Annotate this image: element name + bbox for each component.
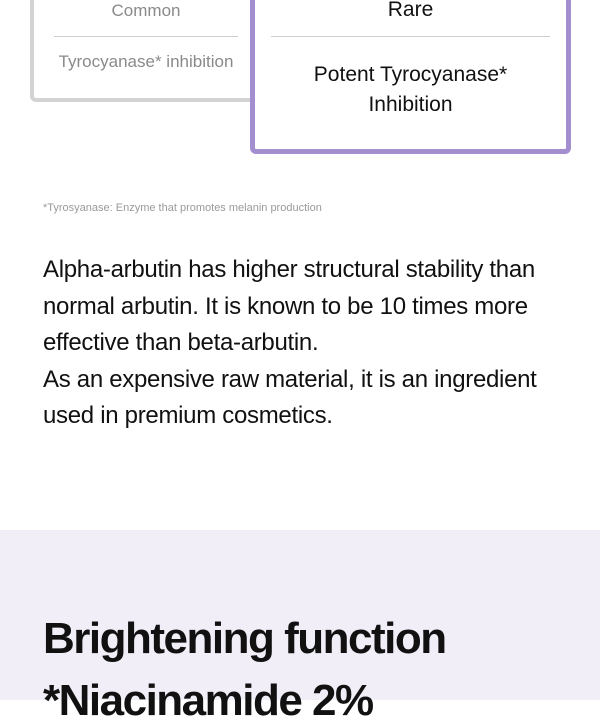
description-text (43, 252, 588, 435)
card-divider (54, 36, 238, 37)
availability-common-label: Common (111, 1, 181, 20)
comparison-card-alpha-arbutin (250, 0, 571, 154)
section-subtitle: *Niacinamide 2% (43, 676, 373, 725)
inhibition-potent-label (255, 60, 566, 120)
inhibition-common-label: Tyrocyanase* inhibition (58, 52, 234, 71)
inhibition-potent-line2: Inhibition (368, 93, 453, 116)
section-title: Brightening function (43, 614, 446, 663)
availability-rare-label: Rare (387, 0, 434, 21)
card-divider (271, 36, 550, 37)
comparison-card-common (30, 0, 262, 102)
description-paragraph-1: Alpha-arbutin has higher structural stability than normal arbutin. It is known to be 10 times more effective than beta-arbutin. (43, 256, 535, 356)
inhibition-potent-line1: Potent Tyrocyanase* (313, 63, 508, 86)
description-paragraph-2: As an expensive raw material, it is an ingredient used in premium cosmetics. (43, 365, 537, 429)
footnote: *Tyrosyanase: Enzyme that promotes melanin production (43, 202, 322, 214)
